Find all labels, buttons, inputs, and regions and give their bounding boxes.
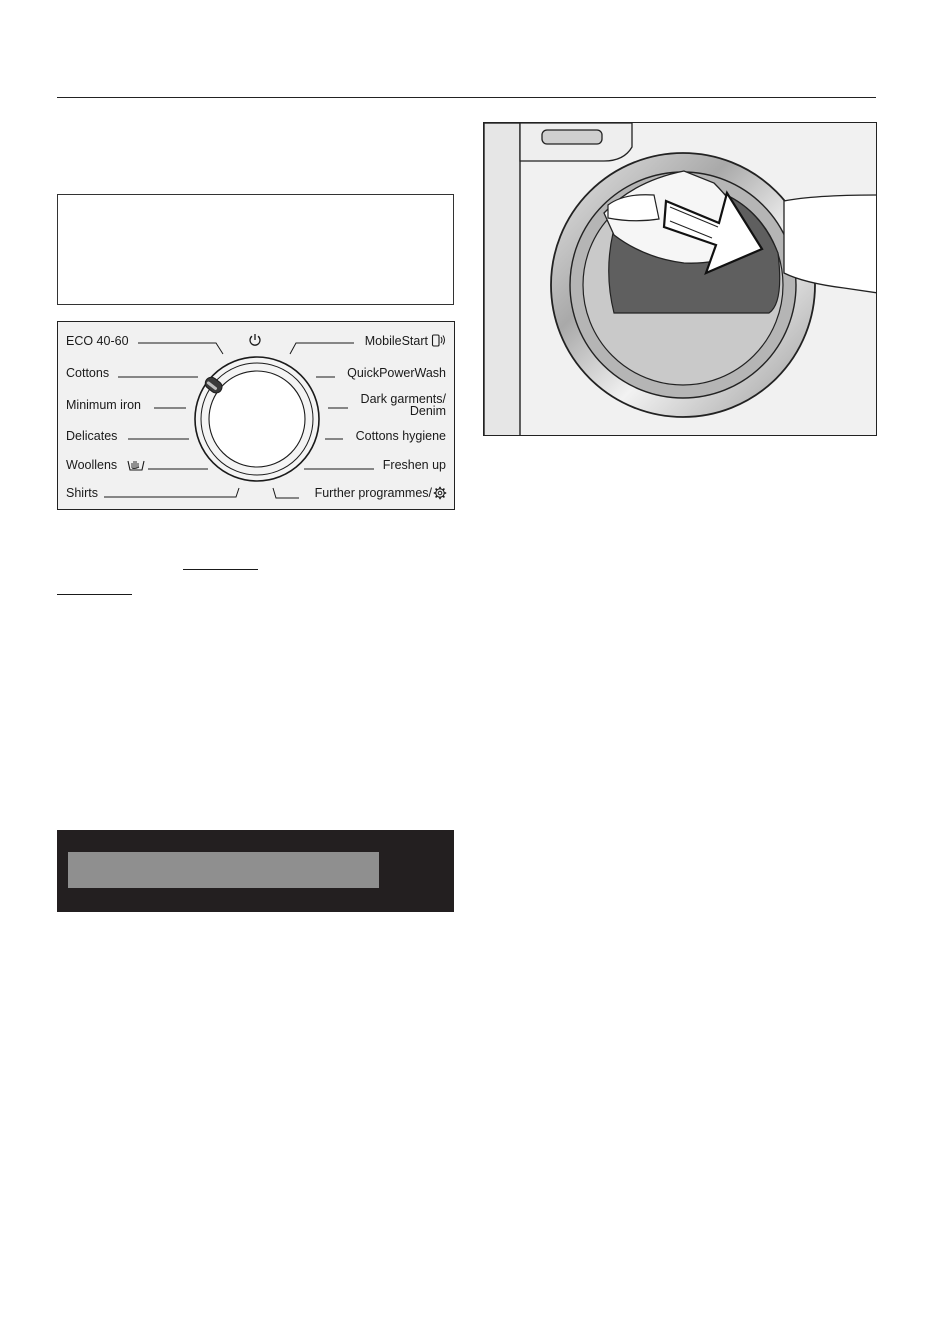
label-freshen-up: Freshen up — [382, 458, 446, 472]
display-panel — [57, 830, 454, 912]
label-shirts: Shirts — [66, 486, 98, 500]
label-woollens: Woollens — [66, 458, 118, 472]
gear-icon — [433, 486, 447, 500]
header-rule — [57, 97, 876, 98]
label-cottons-hygiene: Cottons hygiene — [355, 429, 446, 443]
selector-dial-graphic — [58, 322, 456, 511]
power-icon — [248, 333, 262, 347]
control-panel-illustration — [57, 321, 455, 510]
washing-machine-door-graphic — [484, 123, 877, 436]
underline-link-1[interactable] — [183, 569, 258, 570]
note-box — [57, 194, 454, 305]
label-delicates: Delicates — [66, 429, 118, 443]
door-illustration — [483, 122, 877, 436]
label-further-programmes: Further programmes/ — [314, 486, 432, 500]
label-quickpowerwash: QuickPowerWash — [347, 366, 446, 380]
label-eco-40-60: ECO 40-60 — [66, 334, 129, 348]
label-cottons: Cottons — [66, 366, 110, 380]
underline-link-2[interactable] — [57, 594, 132, 595]
display-field — [68, 852, 379, 888]
mobile-signal-icon — [431, 332, 447, 348]
label-minimum-iron: Minimum iron — [66, 398, 142, 412]
wool-handwash-icon — [127, 457, 145, 471]
label-dark-garments: Dark garments/ — [360, 392, 446, 406]
label-mobilestart: MobileStart — [364, 334, 428, 348]
label-denim: Denim — [409, 404, 446, 418]
